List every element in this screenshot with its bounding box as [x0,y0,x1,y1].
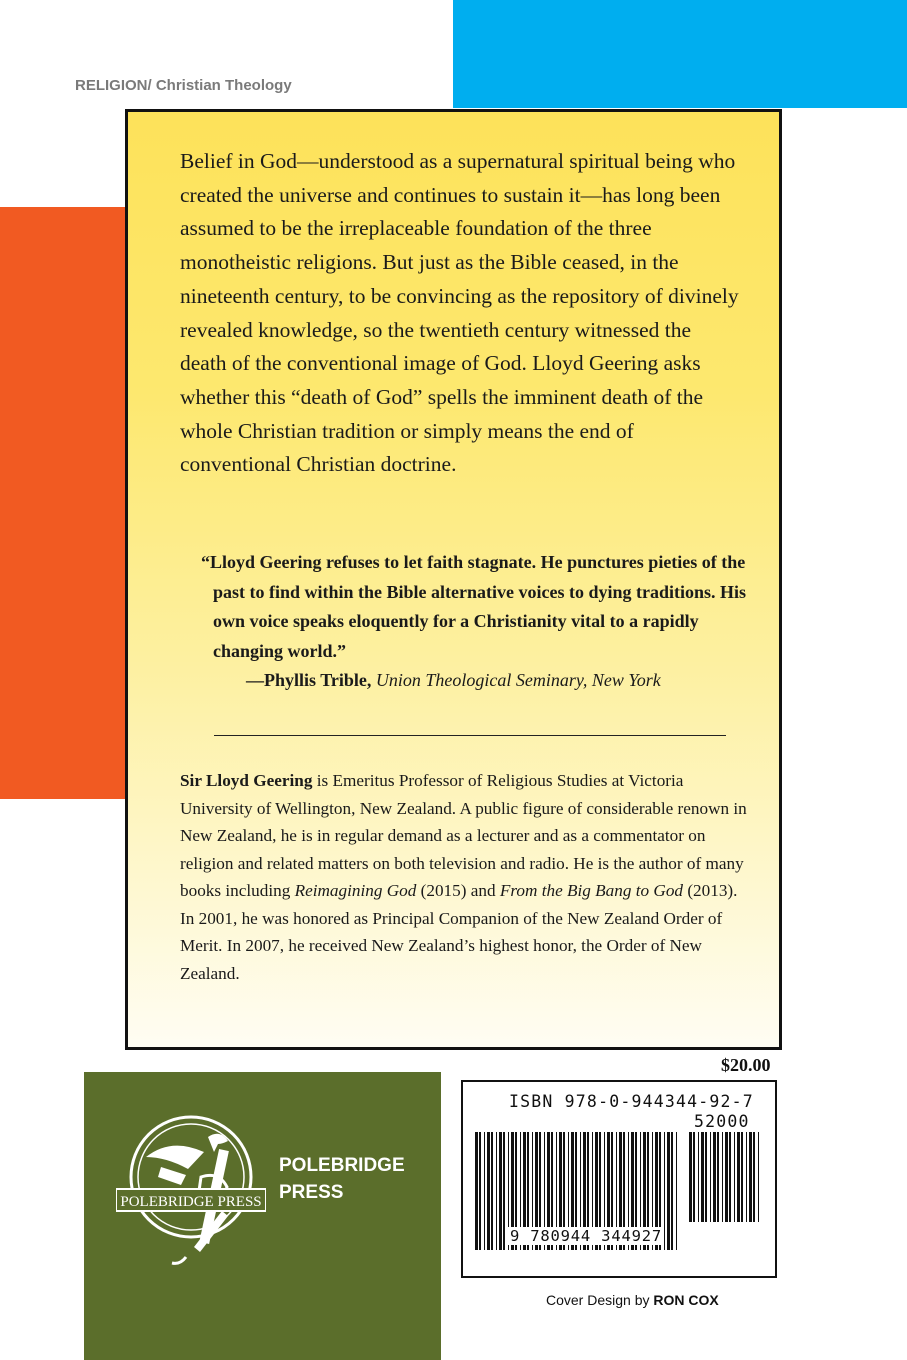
blue-accent-bar [453,0,907,108]
barcode-bar [749,1132,752,1222]
bio-text-1: is Emeritus Professor of Religious Studies at Victoria University of Wellington, New Zealand. A public figure of considerable renown in New Zealand, he is in regular demand as a lecturer and as a commentator on religion and related matters on both television and radio. He is the author of many books including [180,771,747,900]
logo-text: POLEBRIDGE PRESS [120,1194,262,1210]
price-label: $20.00 [721,1055,771,1075]
barcode-bar [741,1132,743,1222]
barcode-bar [701,1132,704,1222]
barcode-bar [487,1132,490,1250]
endorsement-attribution [246,670,661,691]
barcode-bar [725,1132,728,1222]
barcode-bar [713,1132,716,1222]
barcode-bar [717,1132,719,1222]
endorsement-quote: “Lloyd Geering refuses to let faith stagnate. He punctures pieties of the past to find within the Bible alternative voices to dying traditions. His own voice speaks eloquently for a Christianity vital to a rapidly changing world.” [201,552,747,661]
barcode-bar [499,1132,502,1250]
book-title-2: From the Big Bang to God [499,881,684,900]
barcode-bar [710,1132,711,1222]
endorser-name: —Phyllis Trible, [246,670,372,690]
barcode-bar [753,1132,755,1222]
designer-name: RON COX [653,1292,719,1308]
barcode-bar [667,1132,670,1250]
barcode-bar [503,1132,505,1250]
barcode-bar [479,1132,481,1250]
barcode-bar [693,1132,695,1222]
isbn-barcode [461,1080,777,1278]
barcode-bar [698,1132,699,1222]
barcode-bar [734,1132,735,1222]
publisher-name-line1: POLEBRIDGE [279,1155,405,1176]
publisher-block [84,1072,441,1360]
barcode-bar [496,1132,497,1250]
category-label: RELIGION/ Christian Theology [75,77,292,94]
barcode-bar [758,1132,759,1222]
ean-digits: 9 780944 344927 [510,1227,662,1245]
description-panel [125,109,782,1050]
barcode-bar [475,1132,478,1250]
barcode-bar [664,1132,665,1250]
barcode-bar [491,1132,493,1250]
barcode-bar [729,1132,731,1222]
endorser-affiliation: Union Theological Seminary, New York [375,670,661,690]
barcode-bar [705,1132,707,1222]
orange-accent-bar [0,207,127,799]
publisher-name [279,1152,405,1206]
bio-text-2: (2015) and [416,881,500,900]
publisher-name-line2: PRESS [279,1182,344,1203]
barcode-bar [484,1132,485,1250]
book-title-1: Reimagining God [294,881,417,900]
book-blurb: Belief in God—understood as a supernatural spiritual being who created the universe and continues to sustain it—has long been assumed to be the irreplaceable foundation of the three monotheistic religions. But just as the Bible ceased, in the nineteenth century, to be convincing as the repository of divinely revealed knowledge, so the twentieth century witnessed the death of the conventional image of God. Lloyd Geering asks whether this “death of God” spells the imminent death of the whole Christian tradition or simply means the end of conventional Christian doctrine. [180,149,739,477]
barcode-bar [689,1132,692,1222]
author-name: Sir Lloyd Geering [180,771,313,790]
polebridge-logo-icon [116,1107,266,1272]
barcode-bar [746,1132,747,1222]
barcode-bar [671,1132,673,1250]
cover-credit [546,1292,719,1308]
barcode-bar [676,1132,677,1250]
author-bio [180,767,750,987]
credit-label: Cover Design by [546,1292,654,1308]
isbn-text: ISBN 978-0-944344-92-7 [509,1092,754,1111]
bio-text-3: (2013). In 2001, he was honored as Principal Companion of the New Zealand Order of Merit. In 2007, he received New Zealand’s highest honor, the Order of New Zealand. [180,881,738,983]
barcode-bar [722,1132,723,1222]
barcode-bar [737,1132,740,1222]
section-divider [214,735,726,736]
price-code: 52000 [694,1112,750,1131]
